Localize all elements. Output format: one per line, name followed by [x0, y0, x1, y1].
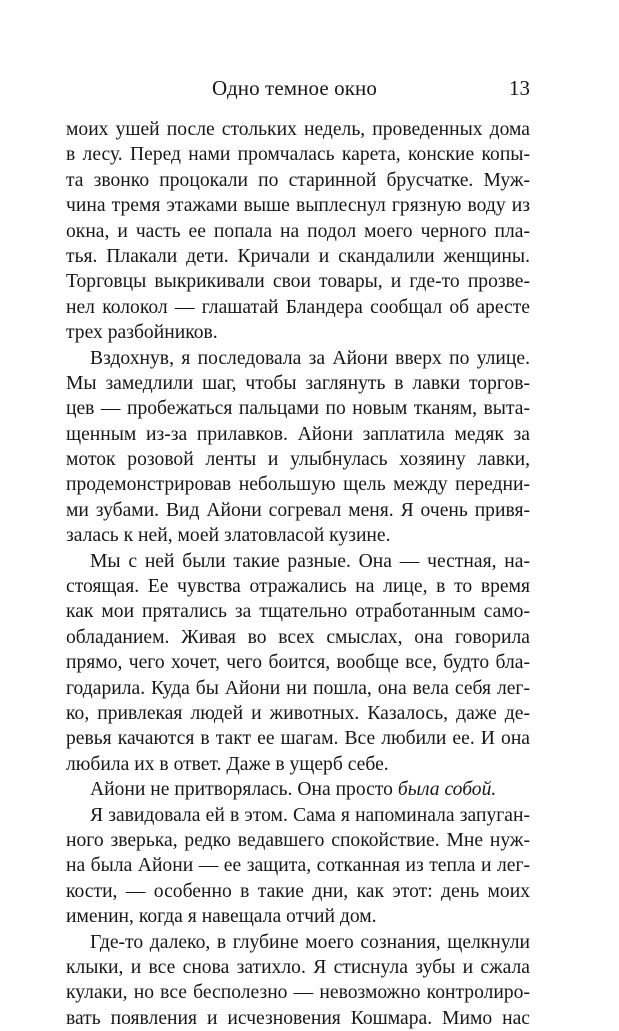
- text-line: Торговцы выкрикивали свои товары, и где-то прозве-: [66, 271, 530, 293]
- text-line: [66, 777, 530, 802]
- text-line: Где-то далеко, в глубине моего сознания, щелкнули: [90, 931, 530, 953]
- page-number: 13: [509, 76, 530, 100]
- body-text: [66, 117, 530, 1031]
- text-line: Вздохнув, я последовала за Айони вверх по улице.: [90, 347, 530, 369]
- text-line: вать появления и исчезновения Кошмара. Мимо нас: [66, 1007, 530, 1029]
- text-line: Мы с ней были такие разные. Она — честная, на-: [90, 550, 530, 572]
- text-line: тья. Плакали дети. Кричали и скандалили женщины.: [66, 245, 530, 267]
- text-line: чина тремя этажами выше выплеснул грязную воду из: [66, 195, 530, 217]
- text-line: как мои прятались за тщательно отработанным само-: [66, 601, 530, 623]
- text-line: ко, привлекая людей и животных. Казалось, даже де-: [66, 702, 530, 724]
- text-line: клыки, и все снова затихло. Я стиснула зубы и сжала: [66, 956, 530, 978]
- emphasized-text: была собой.: [397, 779, 497, 801]
- text-line: обладанием. Живая во всех смыслах, она говорила: [66, 626, 530, 648]
- text-line: ми зубами. Вид Айони согревал меня. Я очень привя-: [66, 499, 530, 521]
- text-line: щенным из-за прилавков. Айони заплатила медяк за: [66, 423, 530, 445]
- text-line: Мы замедлили шаг, чтобы заглянуть в лавки торгов-: [66, 372, 530, 394]
- text-line: в лесу. Перед нами промчалась карета, конские копы-: [66, 144, 530, 166]
- running-title: Одно темное окно: [212, 76, 377, 100]
- text-line: прямо, чего хочет, чего боится, вообще все, будто бла-: [66, 652, 530, 674]
- text-line: та звонко процокали по старинной брусчатке. Муж-: [66, 169, 530, 191]
- text-line: на была Айони — ее защита, сотканная из тепла и лег-: [66, 855, 530, 877]
- text-line: ревья качаются в такт ее шагам. Все любили ее. И она: [66, 728, 530, 750]
- text-line: кулаки, но все бесполезно — невозможно контролиро-: [66, 982, 530, 1004]
- text-fragment: Айони не притворялась. Она просто: [90, 779, 398, 801]
- text-line: ного зверька, редко ведавшего спокойствие. Мне нуж-: [66, 829, 530, 851]
- text-line: цев — пробежаться пальцами по новым тканям, выта-: [66, 398, 530, 420]
- running-header: [0, 76, 619, 106]
- text-line: моток розовой ленты и улыбнулась хозяину лавки,: [66, 449, 530, 471]
- text-line: любила их в ответ. Даже в ущерб себе.: [66, 753, 389, 775]
- text-line: продемонстрировав небольшую щель между передни-: [66, 474, 530, 496]
- text-line: Я завидовала ей в этом. Сама я напоминала запуган-: [90, 804, 530, 826]
- text-line: трех разбойников.: [66, 322, 218, 344]
- text-line: годарила. Куда бы Айони ни пошла, она вела себя лег-: [66, 677, 530, 699]
- text-line: моих ушей после стольких недель, проведенных дома: [66, 119, 530, 140]
- text-line: стоящая. Ее чувства отражались на лице, в то время: [66, 576, 530, 598]
- text-line: нел колокол — глашатай Бландера сообщал об аресте: [66, 296, 530, 318]
- text-line: окна, и часть ее попала на подол моего черного пла-: [66, 220, 530, 242]
- text-line: кости, — особенно в такие дни, как этот: день моих: [66, 880, 530, 902]
- text-line: именин, когда я навещала отчий дом.: [66, 906, 377, 928]
- text-line: залась к ней, моей златовласой кузине.: [66, 525, 391, 547]
